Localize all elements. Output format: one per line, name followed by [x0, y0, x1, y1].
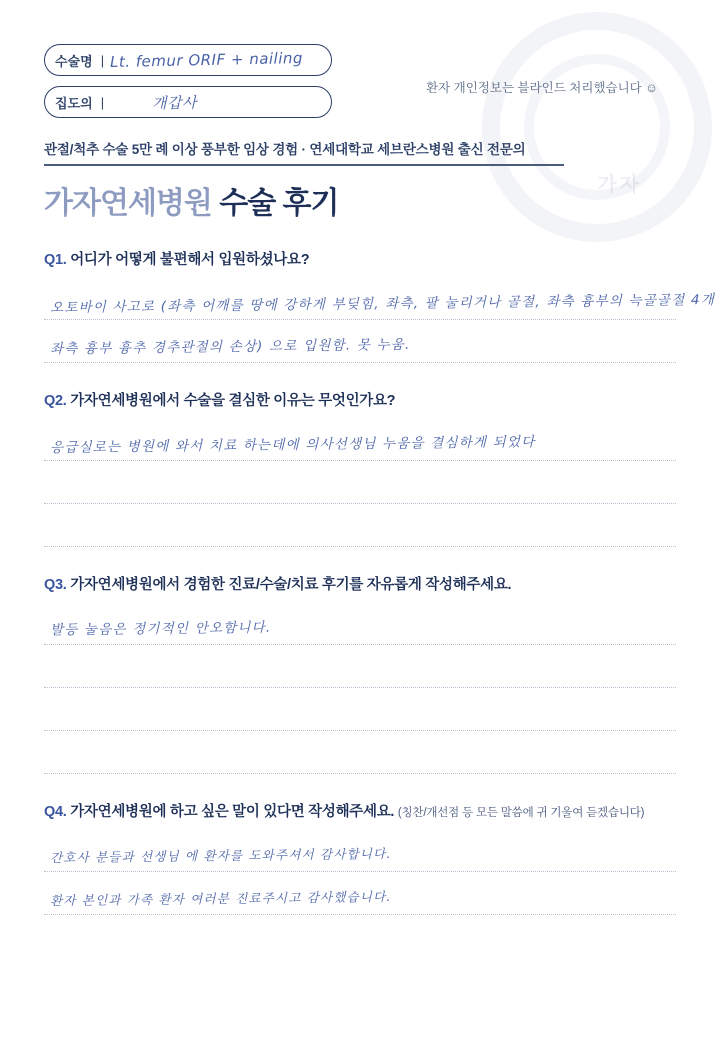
handwritten-answer: 간호사 분들과 선생님 에 환자를 도와주셔서 감사합니다.	[49, 845, 392, 866]
question-number-1: Q1.	[44, 252, 67, 268]
answer-lines-2	[40, 418, 680, 547]
handwritten-answer: 발등 눌음은 정기적인 안오함니다.	[49, 619, 272, 639]
title-divider	[44, 164, 564, 166]
hospital-brand-name: 가자연세병원	[44, 187, 212, 220]
handwritten-answer: 응급실로는 병원에 와서 치료 하는데에 의사선생님 누움을 결심하게 되었다	[49, 434, 536, 456]
question-heading-1	[44, 248, 680, 269]
operation-name-label: 수술명	[55, 53, 93, 69]
answer-line[interactable]	[44, 320, 676, 363]
handwritten-answer: 좌측 흉부 흉추 경추관절의 손상) 으로 입원함. 못 누움.	[49, 336, 411, 358]
question-block-2	[40, 389, 680, 547]
answer-lines-1	[40, 277, 716, 363]
question-heading-3	[44, 573, 680, 594]
operation-name-value: Lt. femur ORIF + nailing	[109, 48, 304, 72]
answer-line[interactable]	[44, 461, 676, 504]
question-number-2: Q2.	[44, 393, 67, 409]
page-title	[44, 178, 680, 222]
answer-line[interactable]	[44, 829, 676, 872]
question-text-1: 어디가 어떻게 불편해서 입원하셨나요?	[70, 252, 310, 268]
question-heading-2	[44, 389, 680, 410]
privacy-note: 환자 개인정보는 블라인드 처리했습니다 ☺	[426, 81, 658, 95]
question-text-2: 가자연세병원에서 수술을 결심한 이유는 무엇인가요?	[70, 393, 396, 409]
page-title-main: 수술 후기	[219, 187, 339, 220]
answer-lines-4	[40, 829, 680, 915]
surgeon-label: 집도의	[55, 95, 93, 111]
surgeon-separator: |	[100, 94, 105, 110]
answer-line[interactable]	[44, 504, 676, 547]
surgeon-value: 개갑사	[151, 93, 198, 112]
question-text-4: 가자연세병원에 하고 싶은 말이 있다면 작성해주세요.	[70, 804, 395, 820]
credentials-subtitle: 관절/척추 수술 5만 례 이상 풍부한 임상 경험 · 연세대학교 세브란스병원 출신 전문의	[44, 142, 526, 157]
question-heading-4	[44, 800, 680, 821]
answer-line[interactable]	[44, 645, 676, 688]
question-subtext-4: (칭찬/개선점 등 모든 말씀에 귀 기울여 듣겠습니다)	[397, 807, 645, 819]
handwritten-answer: 오토바이 사고로 (좌측 어깨를 땅에 강하게 부딪힘, 좌측, 팔 눌리거나 골절, 좌측 흉부의 늑골골절 4개	[49, 291, 716, 317]
header-fields	[40, 36, 680, 128]
watermark-text: 가자	[597, 174, 642, 196]
question-block-3	[40, 573, 680, 774]
question-number-4: Q4.	[44, 804, 67, 820]
answer-line[interactable]	[44, 602, 676, 645]
operation-name-field[interactable]	[44, 44, 332, 76]
handwritten-answer: 환자 본인과 가족 환자 여러분 진료주시고 감사했습니다.	[49, 888, 392, 909]
answer-line[interactable]	[44, 277, 716, 320]
answer-line[interactable]	[44, 418, 676, 461]
question-block-4	[40, 800, 680, 915]
surgeon-field[interactable]	[44, 86, 332, 118]
operation-name-separator: |	[100, 52, 105, 68]
answer-line[interactable]	[44, 731, 676, 774]
question-number-3: Q3.	[44, 577, 67, 593]
answer-lines-3	[40, 602, 680, 774]
question-text-3: 가자연세병원에서 경험한 진료/수술/치료 후기를 자유롭게 작성해주세요.	[70, 577, 512, 593]
question-block-1	[40, 248, 716, 363]
answer-line[interactable]	[44, 688, 676, 731]
answer-line[interactable]	[44, 872, 676, 915]
